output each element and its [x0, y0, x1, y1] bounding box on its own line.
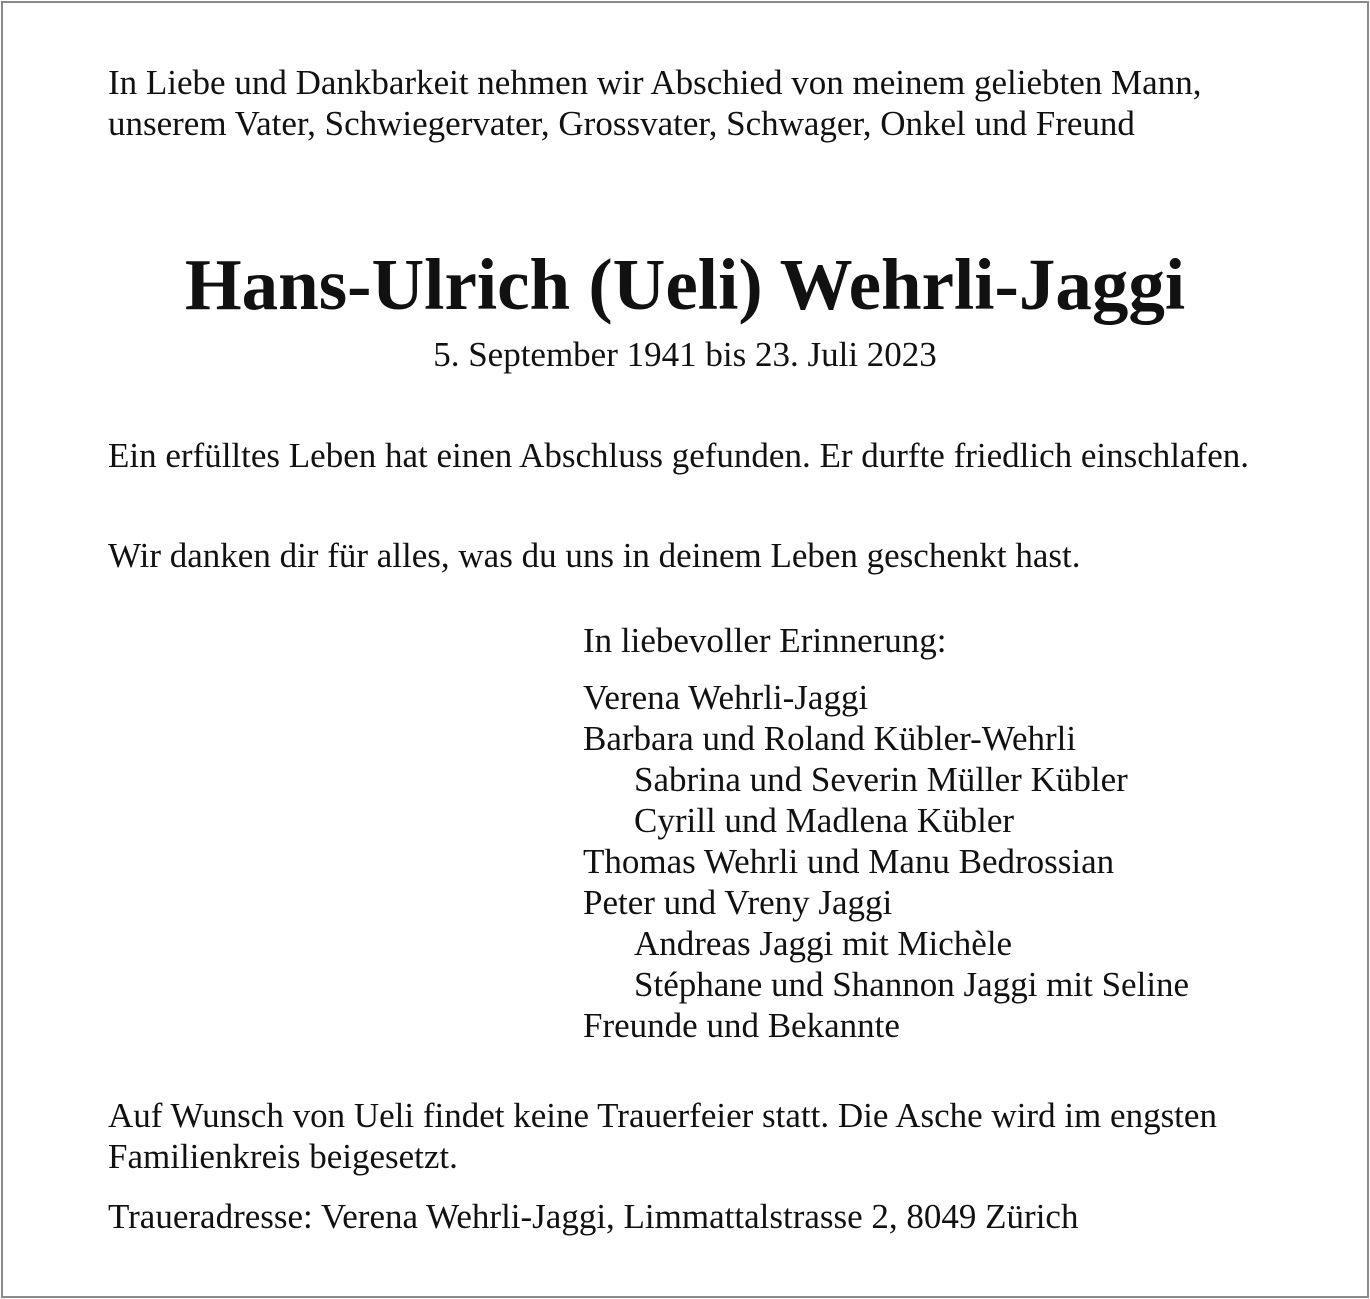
mourner: Verena Wehrli-Jaggi [583, 678, 869, 717]
mourner: Peter und Vreny Jaggi [583, 883, 893, 922]
mourner: Stéphane und Shannon Jaggi mit Seline [634, 965, 1190, 1004]
paragraph-thanks: Wir danken dir für alles, was du uns in deinem Leben geschenkt hast. [108, 536, 1081, 575]
memory-heading: In liebevoller Erinnerung: [583, 621, 947, 660]
paragraph-life: Ein erfülltes Leben hat einen Abschluss gefunden. Er durfte friedlich einschlafen. [108, 436, 1249, 475]
mourner: Barbara und Roland Kübler-Wehrli [583, 719, 1077, 758]
mourner: Cyrill und Madlena Kübler [634, 801, 1015, 840]
mourner: Sabrina und Severin Müller Kübler [634, 760, 1128, 799]
deceased-name: Hans-Ulrich (Ueli) Wehrli-Jaggi [184, 244, 1186, 325]
mourner: Thomas Wehrli und Manu Bedrossian [583, 842, 1115, 881]
intro-text: In Liebe und Dankbarkeit nehmen wir Abschied von meinem geliebten Mann, unserem Vater, Schwiegervater, Grossvater, Schwager, Onkel und Freund [108, 63, 1202, 143]
paragraph-funeral: Auf Wunsch von Ueli findet keine Trauerfeier statt. Die Asche wird im engsten Familienkreis beigesetzt. [108, 1096, 1217, 1176]
life-dates: 5. September 1941 bis 23. Juli 2023 [433, 335, 937, 374]
mourner: Andreas Jaggi mit Michèle [634, 924, 1013, 963]
mourners-list [583, 677, 1189, 1046]
mourning-address: Traueradresse: Verena Wehrli-Jaggi, Limmattalstrasse 2, 8049 Zürich [108, 1197, 1079, 1236]
mourner: Freunde und Bekannte [583, 1006, 900, 1045]
